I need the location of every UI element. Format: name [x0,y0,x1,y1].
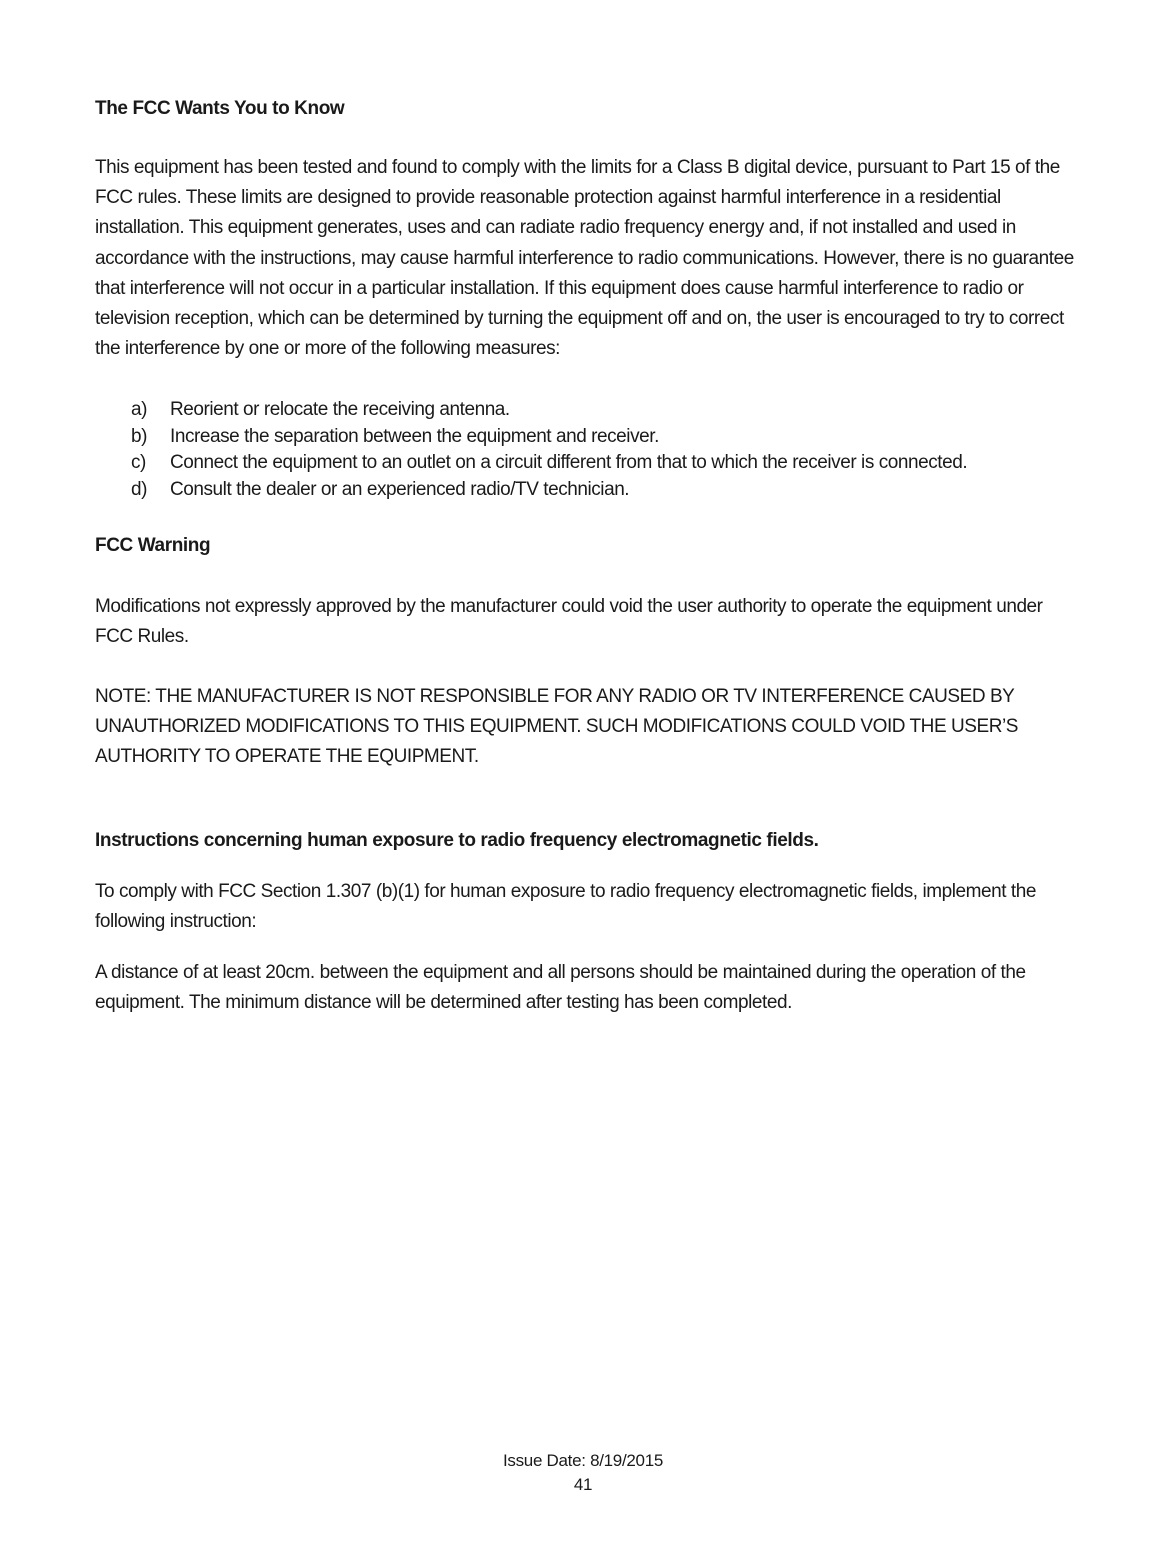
fcc-compliance-paragraph: This equipment has been tested and found to comply with the limits for a Class B digital device, pursuant to Part 15 of the FCC rules. These limits are designed to provide reasonable protection against harmful interference in a residential installation. This equipment generates, uses and can radiate radio frequency energy and, if not installed and used in accordance with the instructions, may cause harmful interference to radio communications. However, there is no guarantee that interference will not occur in a particular installation. If this equipment does cause harmful interference to radio or television reception, which can be determined by turning the equipment off and on, the user is encouraged to try to correct the interference by one or more of the following measures: [95,157,1074,360]
list-item [95,397,967,424]
list-marker: c) [131,452,146,473]
measures-list [95,397,967,503]
rf-exposure-paragraph: To comply with FCC Section 1.307 (b)(1) for human exposure to radio frequency electromagnetic fields, implement the following instruction: [95,881,1036,933]
modifications-paragraph: Modifications not expressly approved by the manufacturer could void the user authority to operate the equipment under FCC Rules. [95,596,1043,648]
list-marker: d) [131,478,147,500]
list-item [95,424,967,451]
list-marker: b) [131,425,147,447]
section-heading-rf-exposure: Instructions concerning human exposure to radio frequency electromagnetic fields. [95,830,819,851]
list-marker: a) [131,399,147,420]
list-item [95,450,967,477]
footer-issue-date: Issue Date: 8/19/2015 [502,1451,664,1470]
list-item-text: Reorient or relocate the receiving antenna. [170,399,510,420]
list-item [95,477,967,504]
list-item-text: Increase the separation between the equipment and receiver. [170,425,659,447]
footer-page-number: 41 [573,1475,593,1494]
list-item-text: Connect the equipment to an outlet on a circuit different from that to which the receiver is connected. [170,452,968,473]
manufacturer-note: NOTE: THE MANUFACTURER IS NOT RESPONSIBLE FOR ANY RADIO OR TV INTERFERENCE CAUSED BY UNAUTHORIZED MODIFICATIONS TO THIS EQUIPMENT. SUCH MODIFICATIONS COULD VOID THE USER’S AUTHORITY TO OPERATE THE EQUIPMENT. [95,686,1018,768]
section-heading-fcc-warning: FCC Warning [95,535,211,556]
list-item-text: Consult the dealer or an experienced radio/TV technician. [170,478,630,500]
distance-paragraph: A distance of at least 20cm. between the equipment and all persons should be maintained during the operation of the equipment. The minimum distance will be determined after testing has been completed. [95,962,1026,1014]
section-heading-fcc-know: The FCC Wants You to Know [95,98,345,119]
